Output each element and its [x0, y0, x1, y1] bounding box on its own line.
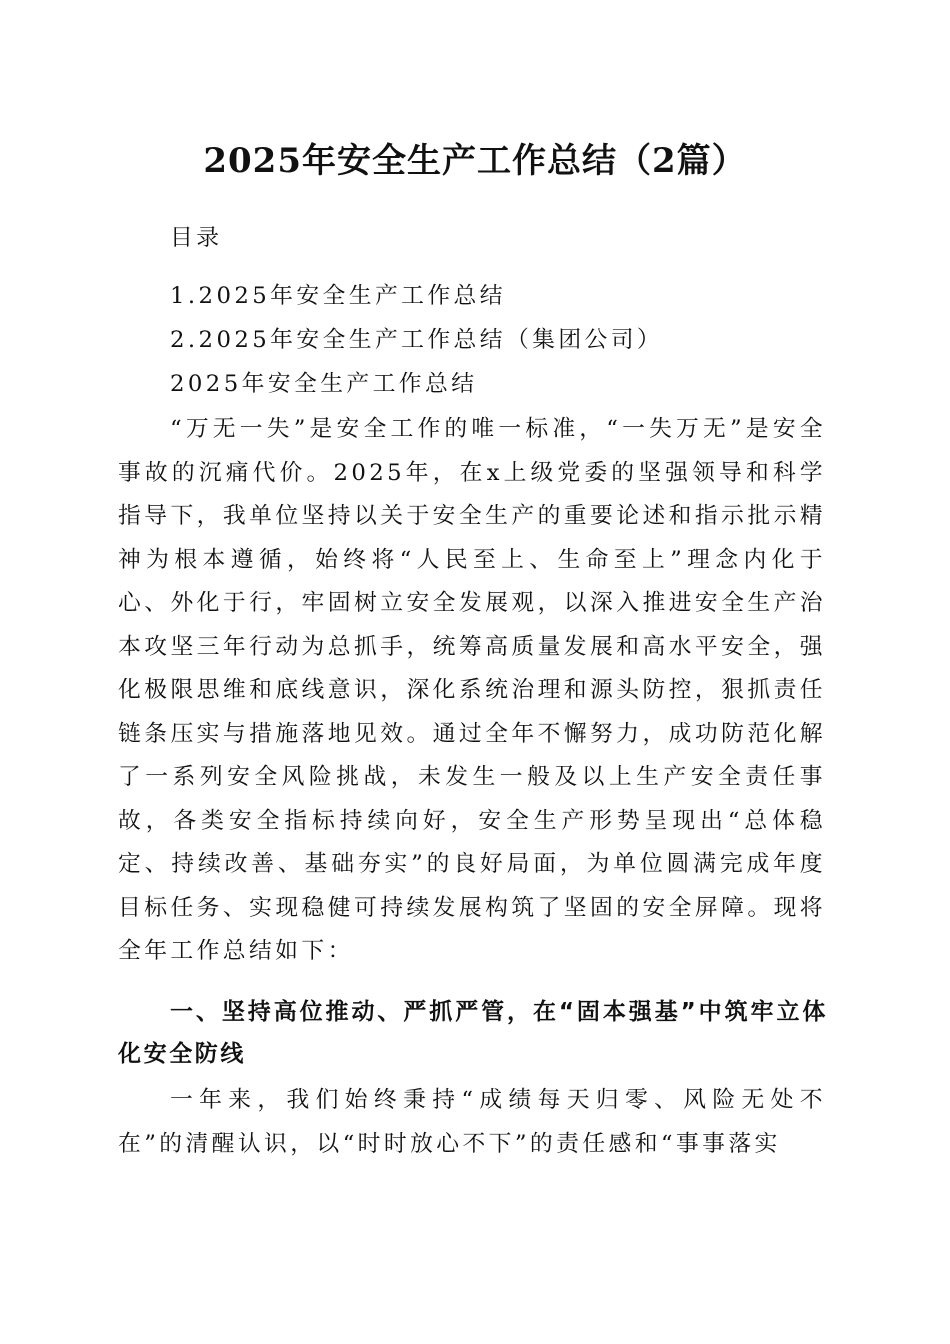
- document-title: 2025年安全生产工作总结（2篇）: [203, 141, 747, 181]
- article-title: 2025年安全生产工作总结: [170, 371, 478, 397]
- intro-paragraph: “万无一失”是安全工作的唯一标准，“一失万无”是安全事故的沉痛代价。2025年，在x上级党委的坚强领导和科学指导下，我单位坚持以关于安全生产的重要论述和指示批示精神为根本遵循，始终将“人民至上、生命至上”理念内化于心、外化于行，牢固树立安全发展观，以深入推进安全生产治本攻坚三年行动为总抓手，统筹高质量发展和高水平安全，强化极限思维和底线意识，深化系统治理和源头防控，狠抓责任链条压实与措施落地见效。通过全年不懈努力，成功防范化解了一系列安全风险挑战，未发生一般及以上生产安全责任事故，各类安全指标持续向好，安全生产形势呈现出“总体稳定、持续改善、基础夯实”的良好局面，为单位圆满完成年度目标任务、实现稳健可持续发展构筑了坚固的安全屏障。现将全年工作总结如下：: [118, 416, 826, 964]
- toc-item-1: 1.2025年安全生产工作总结: [170, 283, 506, 309]
- toc-item-2: 2.2025年安全生产工作总结（集团公司）: [170, 327, 664, 353]
- section-heading-1: 一、坚持高位推动、严抓严管，在“固本强基”中筑牢立体化安全防线: [118, 999, 828, 1067]
- section-1-paragraph: 一年来，我们始终秉持“成绩每天归零、风险无处不在”的清醒认识，以“时时放心不下”的责任感和“事事落实: [118, 1087, 826, 1157]
- toc-label: 目录: [170, 225, 223, 251]
